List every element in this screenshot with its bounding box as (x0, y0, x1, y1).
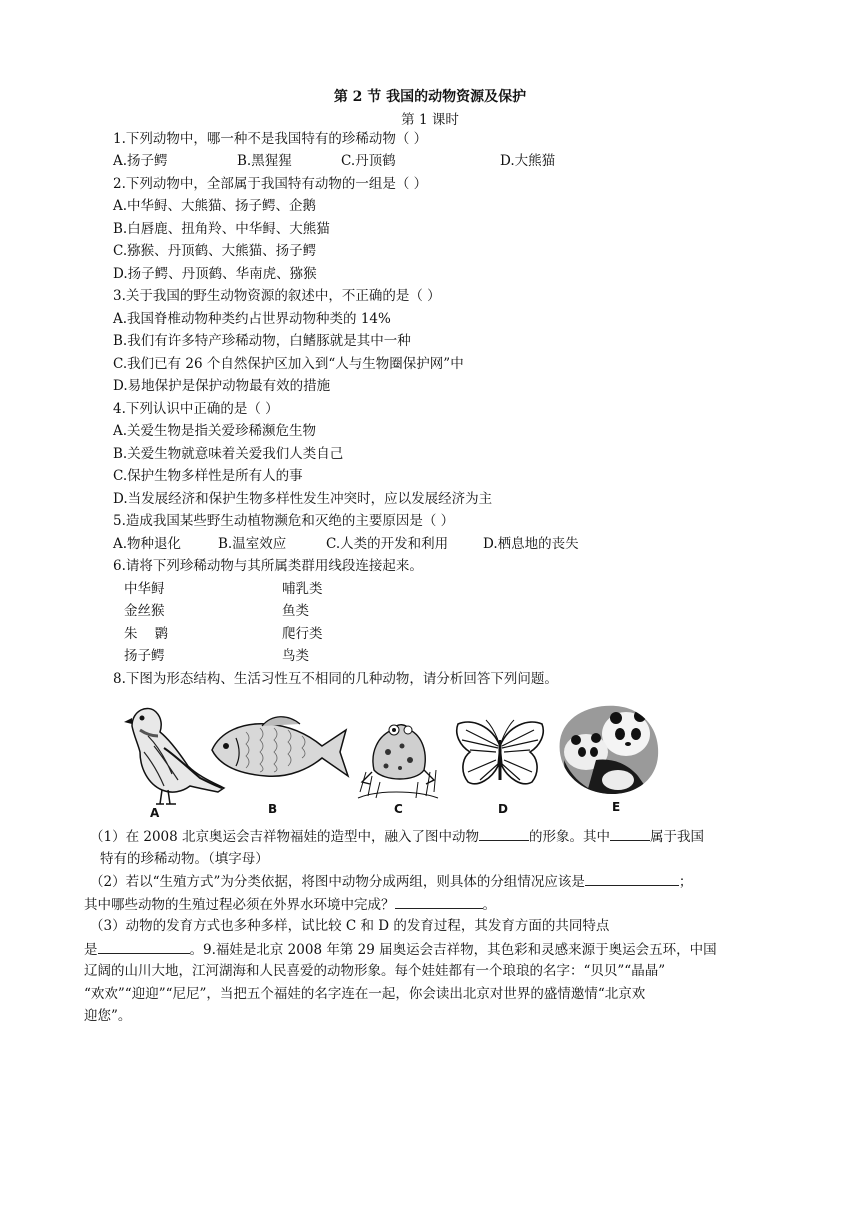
page-title: 第 2 节 我国的动物资源及保护 (333, 89, 527, 105)
question-9-text-line-1: 辽阔的山川大地，江河湖海和人民喜爱的动物形象。每个娃娃都有一个琅琅的名字：“贝贝”“晶晶” (84, 963, 666, 979)
match-group: 爬行类 (282, 626, 323, 642)
fish-illustration (206, 712, 352, 788)
question-5-stem: 5.造成我国某些野生动植物濒危和灭绝的主要原因是（ ） (113, 513, 455, 529)
answer-blank[interactable] (610, 828, 650, 841)
question-5-option-c: C.人类的开发和利用 (326, 536, 449, 552)
question-8-part-1-line-1: （1）在 2008 北京奥运会吉祥物福娃的造型中，融入了图中动物 的形象。其中 属于我国 (90, 829, 705, 845)
figure-label-d: D (498, 802, 508, 816)
question-8-stem: 8.下图为形态结构、生活习性互不相同的几种动物，请分析回答下列问题。 (113, 671, 558, 687)
figure-label-a: A (150, 806, 160, 820)
question-1-option-c: C.丹顶鹤 (341, 153, 396, 169)
match-animal: 金丝猴 (124, 603, 165, 619)
question-4-stem: 4.下列认识中正确的是（ ） (113, 401, 279, 417)
question-2-option-b: B.白唇鹿、扭角羚、中华鲟、大熊猫 (113, 221, 330, 237)
answer-blank[interactable] (479, 828, 529, 841)
match-animal: 中华鲟 (124, 581, 165, 597)
question-4-option-a: A.关爱生物是指关爱珍稀濒危生物 (113, 423, 317, 439)
question-9-text-line-2: “欢欢”“迎迎”“尼尼”，当把五个福娃的名字连在一起，你会读出北京对世界的盛情邀情“北京欢 (84, 986, 646, 1002)
answer-blank[interactable] (395, 896, 483, 909)
figure-label-c: C (394, 802, 403, 816)
question-2-option-d: D.扬子鳄、丹顶鹤、华南虎、猕猴 (113, 266, 317, 282)
question-2-option-a: A.中华鲟、大熊猫、扬子鳄、企鹅 (113, 198, 317, 214)
question-4-option-c: C.保护生物多样性是所有人的事 (113, 468, 303, 484)
answer-blank[interactable] (585, 873, 679, 886)
question-6-stem: 6.请将下列珍稀动物与其所属类群用线段连接起来。 (113, 558, 423, 574)
question-3-option-c: C.我们已有 26 个自然保护区加入到“人与生物圈保护网”中 (113, 356, 464, 372)
question-8-part-2-line-2: 其中哪些动物的生殖过程必须在外界水环境中完成？ 。 (84, 897, 496, 913)
page-subtitle: 第 1 课时 (401, 112, 459, 128)
question-4-option-d: D.当发展经济和保护生物多样性发生冲突时，应以发展经济为主 (113, 491, 493, 507)
question-3-stem: 3.关于我国的野生动物资源的叙述中，不正确的是（ ） (113, 288, 441, 304)
question-5-option-d: D.栖息地的丧失 (483, 536, 579, 552)
question-1-option-d: D.大熊猫 (500, 153, 556, 169)
question-8-part-1-line-2: 特有的珍稀动物。（填字母） (100, 851, 269, 867)
giant-panda-illustration (556, 700, 662, 796)
question-2-stem: 2.下列动物中，全部属于我国特有动物的一组是（ ） (113, 176, 428, 192)
question-2-option-c: C.猕猴、丹顶鹤、大熊猫、扬子鳄 (113, 243, 317, 259)
answer-blank[interactable] (98, 941, 190, 954)
question-3-option-a: A.我国脊椎动物种类约占世界动物种类的 14% (113, 311, 391, 327)
match-group: 鱼类 (282, 603, 309, 619)
butterfly-illustration (452, 716, 548, 800)
question-8-part-3-line-2: 是 。9.福娃是北京 2008 年第 29 届奥运会吉祥物，其色彩和灵感来源于奥运会五环，中国 (84, 942, 717, 958)
figure-label-b: B (268, 802, 278, 816)
question-3-option-d: D.易地保护是保护动物最有效的措施 (113, 378, 331, 394)
match-group: 哺乳类 (282, 581, 323, 597)
question-8-part-3-line-1: （3）动物的发育方式也多种多样，试比较 C 和 D 的发育过程，其发育方面的共同特点 (90, 918, 610, 934)
match-animal: 朱 鹮 (124, 626, 169, 642)
question-9-text-line-3: 迎您”。 (84, 1008, 132, 1024)
question-1-stem: 1.下列动物中，哪一种不是我国特有的珍稀动物（ ） (113, 131, 428, 147)
frog-illustration (356, 712, 440, 802)
figure-label-e: E (612, 800, 621, 814)
question-5-option-b: B.温室效应 (218, 536, 287, 552)
question-5-option-a: A.物种退化 (113, 536, 182, 552)
question-1-option-b: B.黑猩猩 (237, 153, 292, 169)
match-animal: 扬子鳄 (124, 648, 165, 664)
question-4-option-b: B.关爱生物就意味着关爱我们人类自己 (113, 446, 344, 462)
question-8-part-2-line-1: （2）若以“生殖方式”为分类依据，将图中动物分成两组，则具体的分组情况应该是 ； (90, 874, 693, 890)
question-3-option-b: B.我们有许多特产珍稀动物，白鳍豚就是其中一种 (113, 333, 411, 349)
question-1-option-a: A.扬子鳄 (113, 153, 168, 169)
match-group: 鸟类 (282, 648, 309, 664)
